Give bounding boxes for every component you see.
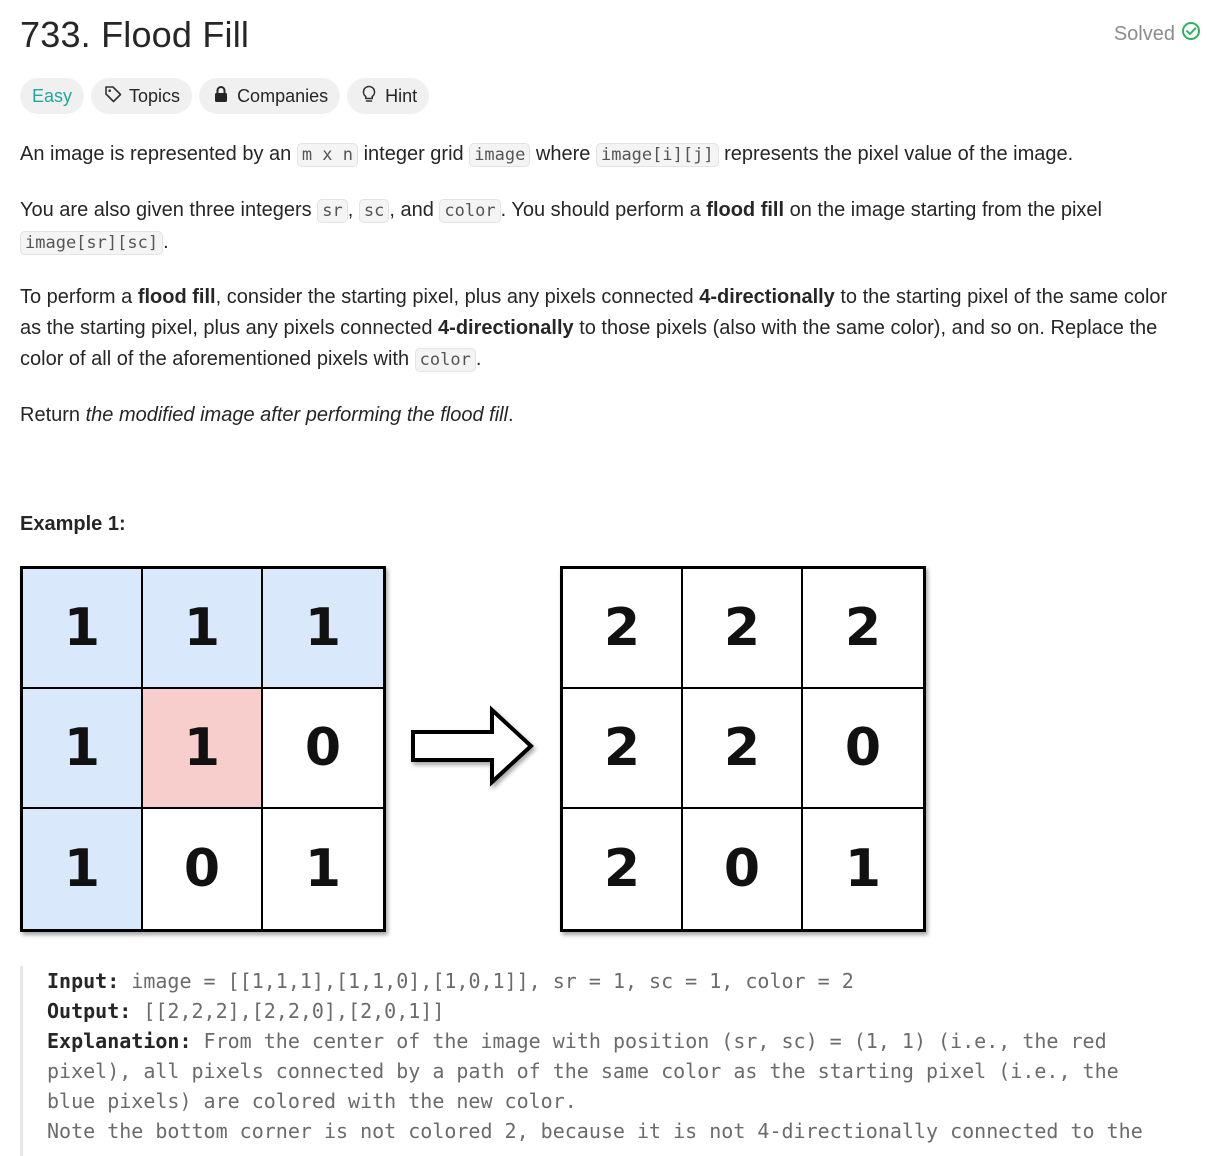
grid-cell: 2: [683, 569, 803, 689]
text: ,: [347, 199, 359, 221]
explanation-text: Note the bottom corner is not colored 2, because it is not 4-directionally connected to the: [47, 1119, 1143, 1143]
grid-cell: 1: [263, 569, 383, 689]
text: . You should perform a: [500, 199, 707, 221]
text: where: [530, 143, 596, 165]
grid-cell: 1: [143, 569, 263, 689]
bold-text: flood fill: [137, 286, 216, 308]
output-value: [[2,2,2],[2,2,0],[2,0,1]]: [143, 999, 445, 1023]
text: to the starting pixel of the same color as the starting pixel, plus any pixels connected: [20, 286, 1168, 339]
inline-code: sc: [359, 199, 389, 223]
grid-cell: 2: [563, 809, 683, 929]
difficulty-label: Easy: [32, 85, 73, 106]
input-label: Input:: [47, 969, 120, 993]
bold-text: 4-directionally: [438, 317, 574, 339]
italic-text: the modified image after performing the flood fill: [85, 404, 509, 426]
text: , consider the starting pixel, plus any pixels connected: [215, 286, 700, 308]
grid-cell: 1: [263, 809, 383, 929]
description-paragraph-3: [20, 282, 1190, 376]
grid-cell: 1: [803, 809, 923, 929]
solved-label: Solved: [1113, 22, 1175, 45]
difficulty-badge[interactable]: [20, 78, 84, 114]
text: An image is represented by an: [20, 143, 297, 165]
problem-header: [20, 8, 1201, 56]
tag-icon: [103, 84, 123, 109]
description-paragraph-4: [20, 400, 1190, 431]
description-paragraph-1: [20, 139, 1190, 171]
text: You are also given three integers: [20, 199, 318, 221]
inline-code: sr: [317, 199, 347, 223]
lock-icon: [211, 84, 231, 109]
grid-cell: 2: [803, 569, 923, 689]
explanation-label: Explanation:: [47, 1029, 192, 1053]
grid-cell: 1: [143, 689, 263, 809]
companies-button[interactable]: [199, 78, 340, 114]
example-io-block: [20, 966, 1213, 1156]
grid-cell: 2: [563, 569, 683, 689]
hint-label: Hint: [385, 85, 418, 106]
grid-cell: 0: [683, 809, 803, 929]
grid-cell: 0: [263, 689, 383, 809]
inline-code: image[i][j]: [596, 143, 719, 167]
inline-code: color: [415, 348, 476, 372]
check-circle-icon: [1181, 21, 1201, 47]
lightbulb-icon: [359, 84, 379, 109]
inline-code: image[sr][sc]: [20, 231, 163, 255]
problem-title: 733. Flood Fill: [20, 14, 250, 55]
description-paragraph-2: [20, 195, 1190, 259]
inline-code: image: [469, 143, 530, 167]
companies-label: Companies: [237, 85, 329, 106]
output-label: Output:: [47, 999, 132, 1023]
text: represents the pixel value of the image.: [718, 143, 1074, 165]
text: Return: [20, 404, 86, 426]
grid-before: [20, 566, 386, 932]
text: to those pixels (also with the same color), and so on. Replace the color of all of the aforementioned pixels with: [20, 317, 1158, 370]
grid-cell: 1: [23, 569, 143, 689]
grid-cell: 0: [803, 689, 923, 809]
grid-cell: 1: [23, 809, 143, 929]
example-figure: [20, 566, 930, 932]
right-arrow-icon: [410, 706, 536, 786]
text: .: [508, 404, 514, 426]
hint-button[interactable]: [347, 78, 429, 114]
tag-bar: [20, 78, 429, 114]
input-value: image = [[1,1,1],[1,1,0],[1,0,1]], sr = 1, sc = 1, color = 2: [131, 969, 854, 993]
topics-label: Topics: [129, 85, 181, 106]
topics-button[interactable]: [91, 78, 192, 114]
explanation-text: blue pixels) are colored with the new color.: [47, 1089, 577, 1113]
text: .: [163, 231, 169, 253]
bold-text: flood fill: [706, 199, 785, 221]
text: .: [475, 348, 482, 370]
text: , and: [389, 199, 440, 221]
inline-code: color: [439, 199, 500, 223]
solved-status: [1114, 21, 1201, 47]
explanation-text: From the center of the image with position (sr, sc) = (1, 1) (i.e., the red: [203, 1029, 1107, 1053]
grid-cell: 2: [563, 689, 683, 809]
grid-cell: 0: [143, 809, 263, 929]
grid-cell: 1: [23, 689, 143, 809]
inline-code: m x n: [297, 143, 358, 167]
explanation-text: pixel), all pixels connected by a path of the same color as the starting pixel (i.e., the: [47, 1059, 1119, 1083]
grid-cell: 2: [683, 689, 803, 809]
text: To perform a: [20, 286, 138, 308]
text: on the image starting from the pixel: [784, 199, 1102, 221]
bold-text: 4-directionally: [699, 286, 835, 308]
example-title: Example 1:: [20, 513, 126, 535]
text: integer grid: [358, 143, 470, 165]
grid-after: [560, 566, 926, 932]
